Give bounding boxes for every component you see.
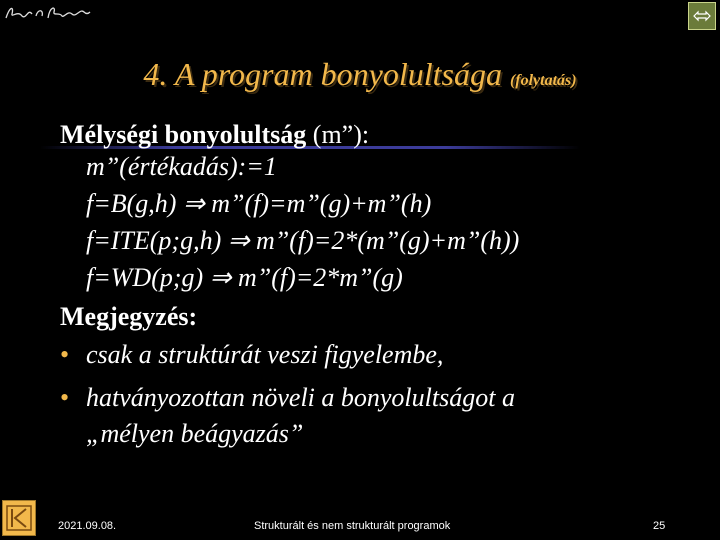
footer-date: 2021.09.08.: [58, 520, 117, 532]
formula-line: f=B(g,h) ⇒ m”(f)=m”(g)+m”(h): [86, 189, 432, 218]
bullet-text: hatványozottan növeli a bonyolultságot a: [86, 383, 515, 412]
formula-line: m”(értékadás):=1: [86, 152, 277, 181]
footer-title: Strukturált és nem strukturált programok: [254, 520, 451, 532]
heading-line: Mélységi bonyolultság (m”):: [60, 120, 370, 149]
bullet-text-continued: „mélyen beágyazás”: [86, 419, 304, 448]
slide-title: 4. A program bonyolultsága (folytatás): [143, 56, 577, 92]
bullet-text: csak a struktúrát veszi figyelembe,: [86, 340, 444, 369]
formula-line: f=ITE(p;g,h) ⇒ m”(f)=2*(m”(g)+m”(h)): [86, 226, 520, 255]
signature-image: [4, 2, 92, 24]
bullet-icon: •: [60, 383, 70, 412]
title-suffix: (folytatás): [509, 72, 577, 89]
formula-line: f=WD(p;g) ⇒ m”(f)=2*m”(g): [86, 263, 403, 292]
home-icon[interactable]: [2, 500, 36, 536]
bullet-icon: •: [60, 340, 70, 369]
page-number: 25: [653, 520, 666, 532]
note-heading: Megjegyzés:: [60, 302, 198, 331]
back-forward-icon[interactable]: [688, 2, 716, 30]
